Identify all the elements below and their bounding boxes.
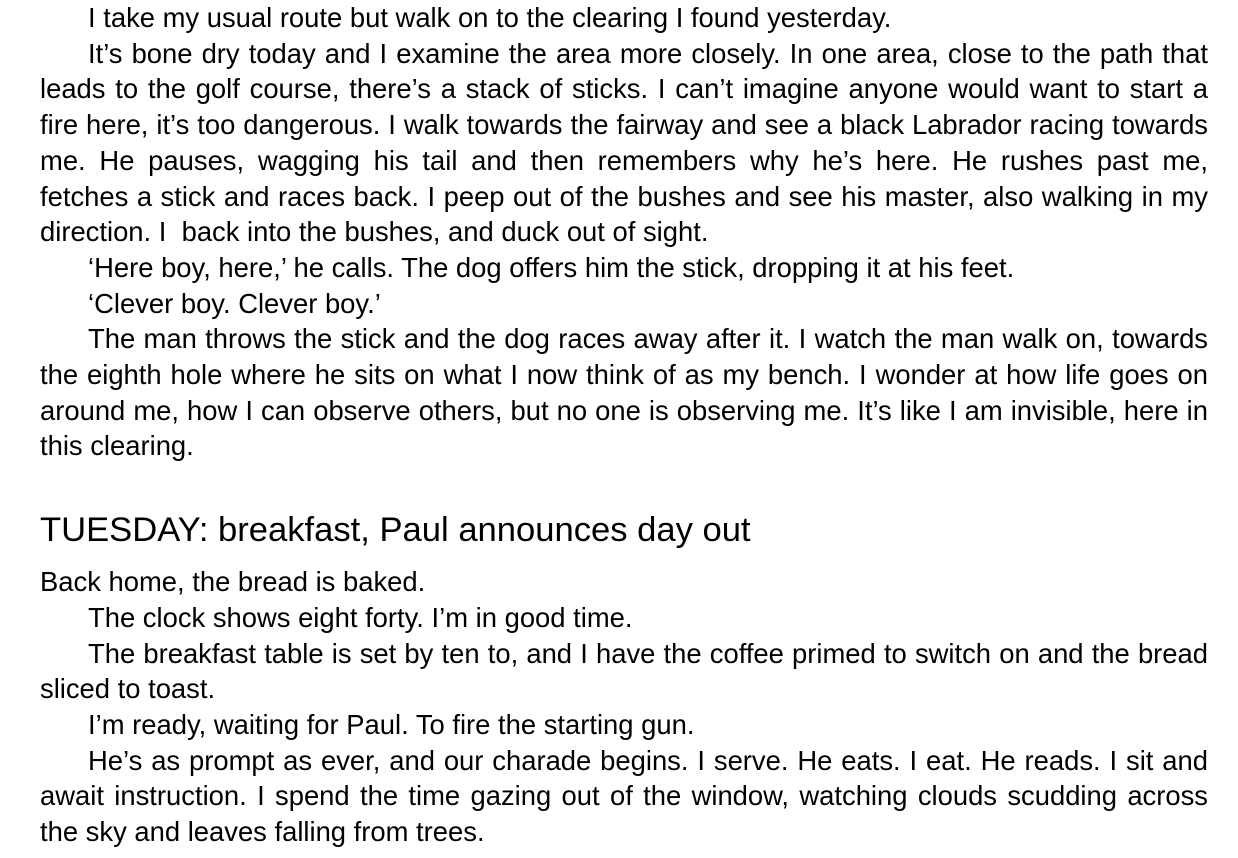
paragraph: Back home, the bread is baked.: [40, 566, 426, 598]
chapter-heading: TUESDAY: breakfast, Paul announces day out: [40, 511, 751, 550]
monday-text-block: [40, 0, 1216, 464]
paragraph: He’s as prompt as ever, and our charade begins. I serve. He eats. I eat. He reads. I sit and await instruction. I spend the time gazing out of the window, watching clouds scudding across the sky and leaves falling from trees.: [40, 744, 1216, 848]
paragraph: I’m ready, waiting for Paul. To fire the starting gun.: [88, 708, 695, 740]
paragraph: It’s bone dry today and I examine the area more closely. In one area, close to the path that leads to the golf course, there’s a stack of sticks. I can’t imagine anyone would want to start a fire here, it’s too dangerous. I walk towards the fairway and see a black Labrador racing towards me. He pauses, wagging his tail and then remembers why he’s here. He rushes past me, fetches a stick and races back. I peep out of the bushes and see his master, also walking in my direction. I back into the bushes, and duck out of sight.: [40, 37, 1216, 248]
paragraph: The man throws the stick and the dog races away after it. I watch the man walk on, towards the eighth hole where he sits on what I now think of as my bench. I wonder at how life goes on around me, how I can observe others, but no one is observing me. It’s like I am invisible, here in this clearing.: [40, 323, 1216, 462]
paragraph: The breakfast table is set by ten to, and I have the coffee primed to switch on and the bread sliced to toast.: [40, 637, 1216, 705]
paragraph: ‘Clever boy. Clever boy.’: [88, 287, 381, 319]
tuesday-text-block: [40, 564, 1216, 850]
paragraph: ‘Here boy, here,’ he calls. The dog offers him the stick, dropping it at his feet.: [88, 251, 1015, 283]
paragraph: The clock shows eight forty. I’m in good time.: [88, 601, 633, 633]
paragraph: I take my usual route but walk on to the clearing I found yesterday.: [88, 2, 892, 33]
